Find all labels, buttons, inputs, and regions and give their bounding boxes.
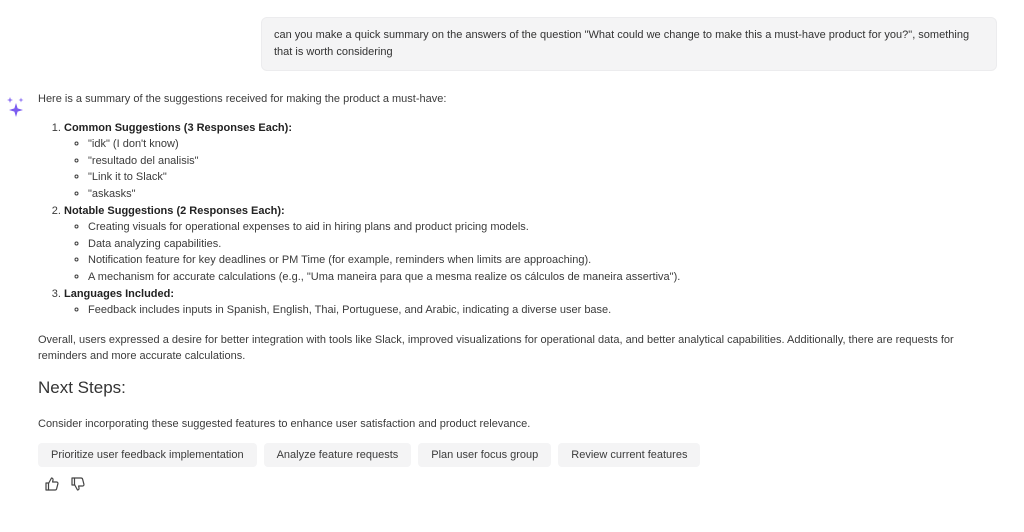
section-items (64, 302, 988, 319)
next-steps-text: Consider incorporating these suggested features to enhance user satisfaction and product relevance. (38, 417, 531, 430)
overall-paragraph: Overall, users expressed a desire for better integration with tools like Slack, improved visualizations for operational data, and better analytical capabilities. Additionally, there are requests for reminders and more accurate calculations. (38, 333, 954, 363)
answer-intro: Here is a summary of the suggestions received for making the product a must-have: (38, 93, 447, 105)
suggestion-chip-review[interactable]: Review current features (558, 443, 700, 467)
list-item: ◦ "resultado del analisis" (88, 153, 988, 170)
section-items (64, 136, 988, 202)
list-item: ◦ "idk" (I don't know) (88, 136, 988, 153)
summary-section (64, 203, 988, 286)
thumbs-up-icon[interactable] (44, 476, 60, 492)
list-item: ◦ Creating visuals for operational expenses to aid in hiring plans and product pricing models. (88, 219, 988, 236)
sparkle-icon (6, 96, 26, 120)
suggestion-chip-analyze[interactable]: Analyze feature requests (264, 443, 412, 467)
section-heading: Notable Suggestions (2 Responses Each): (64, 204, 285, 217)
suggestion-chip-prioritize[interactable]: Prioritize user feedback implementation (38, 443, 257, 467)
suggestion-chips (38, 443, 700, 467)
summary-section (64, 120, 988, 203)
summary-section (64, 286, 988, 319)
section-items (64, 219, 988, 285)
list-item: ◦ Data analyzing capabilities. (88, 236, 988, 253)
user-message-text: can you make a quick summary on the answers of the question "What could we change to make this a must-have product for you?", something that is worth considering (274, 29, 970, 58)
thumbs-down-icon[interactable] (70, 476, 86, 492)
list-item: ◦ "Link it to Slack" (88, 169, 988, 186)
assistant-answer (38, 91, 988, 433)
next-steps-heading: Next Steps: (38, 377, 126, 397)
list-item: ◦ Feedback includes inputs in Spanish, English, Thai, Portuguese, and Arabic, indicating a diverse user base. (88, 302, 988, 319)
list-item: ◦ "askasks" (88, 186, 988, 203)
summary-list (38, 120, 988, 319)
feedback-buttons (44, 476, 86, 492)
user-message-bubble (261, 17, 997, 71)
section-heading: Common Suggestions (3 Responses Each): (64, 121, 292, 134)
suggestion-chip-focus-group[interactable]: Plan user focus group (418, 443, 551, 467)
list-item: ◦ Notification feature for key deadlines or PM Time (for example, reminders when limits are approaching). (88, 252, 988, 269)
section-heading: Languages Included: (64, 287, 175, 300)
list-item: ◦ A mechanism for accurate calculations (e.g., "Uma maneira para que a mesma realize os cálculos de maneira assertiva"). (88, 269, 988, 286)
